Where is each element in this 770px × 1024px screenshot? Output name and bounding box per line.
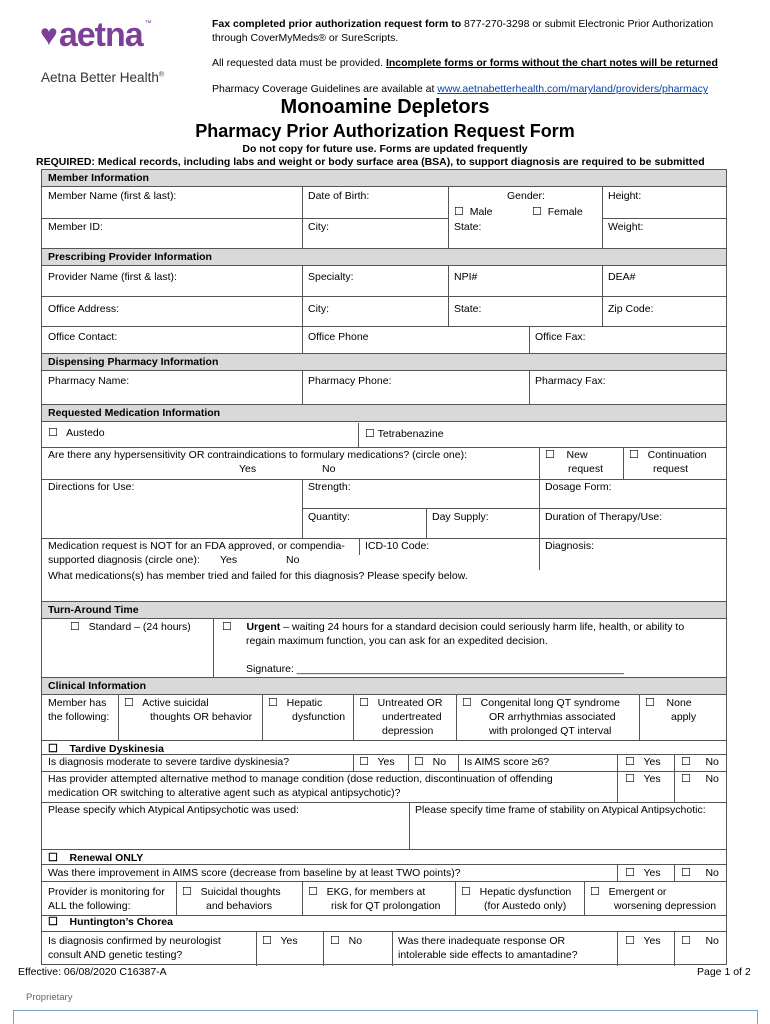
section-tardive-dyskinesia[interactable]: ☐ Tardive Dyskinesia bbox=[42, 740, 726, 757]
none-apply-checkbox[interactable]: ☐ None bbox=[645, 697, 692, 709]
severity-no-checkbox[interactable]: ☐ No bbox=[414, 756, 447, 768]
guidelines-link[interactable]: www.aetnabetterhealth.com/maryland/providers/pharmacy bbox=[437, 83, 709, 95]
improvement-no-checkbox[interactable]: ☐ No bbox=[681, 867, 719, 879]
stability-timeframe-field[interactable]: Please specify time frame of stability on Atypical Antipsychotic: bbox=[415, 804, 706, 816]
checkbox-icon: ☐ bbox=[461, 886, 471, 898]
checkbox-icon: ☐ bbox=[590, 886, 600, 898]
hypersensitivity-yes[interactable]: Yes bbox=[239, 463, 257, 475]
section-dispensing-pharmacy: Dispensing Pharmacy Information bbox=[42, 353, 726, 371]
alternative-method-question: Has provider attempted alternative method to manage condition (dose reduction, discontinuation of offending bbox=[48, 773, 553, 785]
aetna-logo: ♥ aetna ™ bbox=[40, 16, 151, 54]
provider-name-field[interactable]: Provider Name (first & last): bbox=[48, 271, 177, 283]
required-records-note: REQUIRED: Medical records, including labs and weight or body surface area (BSA), to support diagnosis are required to be submitted bbox=[36, 156, 705, 168]
signature-field[interactable]: Signature: ________________________________________________________ bbox=[246, 663, 624, 675]
proprietary-label: Proprietary bbox=[26, 992, 73, 1003]
provider-state-field[interactable]: State: bbox=[454, 303, 482, 315]
checkbox-icon: ☐ bbox=[48, 852, 58, 864]
neurologist-yes-checkbox[interactable]: ☐ Yes bbox=[262, 935, 298, 947]
improvement-yes-checkbox[interactable]: ☐ Yes bbox=[625, 867, 661, 879]
male-checkbox[interactable]: ☐ Male bbox=[454, 206, 493, 218]
guidelines-note: Pharmacy Coverage Guidelines are available at www.aetnabetterhealth.com/maryland/providers/pharmacy bbox=[212, 83, 709, 95]
fda-yes[interactable]: Yes bbox=[220, 554, 238, 566]
aims-no-checkbox[interactable]: ☐ No bbox=[681, 756, 719, 768]
checkbox-icon: ☐ bbox=[545, 449, 555, 461]
icd10-field[interactable]: ICD-10 Code: bbox=[365, 540, 430, 552]
congenital-qt-checkbox[interactable]: ☐ Congenital long QT syndrome bbox=[462, 697, 620, 709]
directions-field[interactable]: Directions for Use: bbox=[48, 481, 135, 493]
checkbox-icon: ☐ bbox=[532, 206, 542, 218]
alternative-no-checkbox[interactable]: ☐ No bbox=[681, 773, 719, 785]
neurologist-no-checkbox[interactable]: ☐ No bbox=[330, 935, 363, 947]
tardive-severity-question: Is diagnosis moderate to severe tardive dyskinesia? bbox=[48, 756, 290, 768]
section-turn-around-time: Turn-Around Time bbox=[42, 601, 726, 619]
required-data-note: All requested data must be provided. Incomplete forms or forms without the chart notes will be returned bbox=[212, 57, 718, 69]
austedo-checkbox[interactable]: ☐ Austedo bbox=[48, 427, 105, 439]
checkbox-icon: ☐ bbox=[70, 621, 80, 633]
office-address-field[interactable]: Office Address: bbox=[48, 303, 120, 315]
member-name-field[interactable]: Member Name (first & last): bbox=[48, 190, 177, 202]
pharmacy-fax-field[interactable]: Pharmacy Fax: bbox=[535, 375, 606, 387]
section-member-information: Member Information bbox=[42, 169, 726, 187]
page-number: Page 1 of 2 bbox=[697, 966, 751, 978]
severity-yes-checkbox[interactable]: ☐ Yes bbox=[359, 756, 395, 768]
height-field[interactable]: Height: bbox=[608, 190, 642, 202]
alternative-yes-checkbox[interactable]: ☐ Yes bbox=[625, 773, 661, 785]
checkbox-icon: ☐ bbox=[365, 428, 375, 440]
form-subtitle: Pharmacy Prior Authorization Request Form bbox=[195, 121, 575, 141]
hepatic-checkbox[interactable]: ☐ Hepatic bbox=[268, 697, 323, 709]
duration-field[interactable]: Duration of Therapy/Use: bbox=[545, 511, 663, 523]
neurologist-question: Is diagnosis confirmed by neurologist bbox=[48, 935, 221, 947]
suicidal-thoughts-checkbox[interactable]: ☐ Suicidal thoughts bbox=[182, 886, 281, 898]
checkbox-icon: ☐ bbox=[454, 206, 464, 218]
ekg-checkbox[interactable]: ☐ EKG, for members at bbox=[308, 886, 426, 898]
checkbox-icon: ☐ bbox=[222, 621, 232, 633]
form-title: Monoamine Depletors bbox=[280, 96, 490, 118]
heart-icon: ♥ bbox=[40, 18, 57, 52]
amantadine-question: Was there inadequate response OR bbox=[398, 935, 566, 947]
fda-no[interactable]: No bbox=[286, 554, 300, 566]
office-contact-field[interactable]: Office Contact: bbox=[48, 331, 118, 343]
new-request-checkbox[interactable]: ☐ New bbox=[545, 449, 588, 461]
antipsychotic-used-field[interactable]: Please specify which Atypical Antipsychotic was used: bbox=[48, 804, 299, 816]
amantadine-yes-checkbox[interactable]: ☐ Yes bbox=[625, 935, 661, 947]
checkbox-icon: ☐ bbox=[48, 916, 58, 928]
female-checkbox[interactable]: ☐ Female bbox=[532, 206, 583, 218]
hypersensitivity-no[interactable]: No bbox=[322, 463, 336, 475]
checkbox-icon: ☐ bbox=[629, 449, 639, 461]
checkbox-icon: ☐ bbox=[124, 697, 134, 709]
office-phone-field[interactable]: Office Phone bbox=[308, 331, 369, 343]
prior-authorization-form: Member Information Member Name (first & last): Date of Birth: Gender: ☐ Male ☐ Female Height: Member ID: City: State: Weight: Prescribing Provider Information Provider Name (first & last): Specialty: NPI# DEA# Office Address: City: State: Zip Code: Office Contact: Office Phone Office Fax: Dispensing Pharmacy Information Pharmacy Name: Pharmacy Phone: Pharmacy Fax: Requested Medication Information ☐ Austedo ☐ Tetrabenazine Are there any hypersensitivity OR contraindications to formulary medications? (circle one): Yes No ☐ New request ☐ Continuation request Directions for Use: Strength: Dosage Form: Quantity: Day Supply: Duration of Therapy/Use: Medication request is NOT for an FDA approved, or compendia- supported diagnosis (circle one): Yes No ICD-10 Code: Diagnosis: What medications(s) has member tried and failed for this diagnosis? Please specify below. Turn-Around Time ☐ Standard – (24 hours) ☐ Urgent – waiting 24 hours for a standard decision could seriously harm life, health, or ability to regain maximum function, you can ask for an expedited decision. Signature: ________________________________________________________ Clinical Information Member has the following: ☐ Active suicidal thoughts OR behavior ☐ Hepatic dysfunction ☐ Untreated OR undertreated depression ☐ Congenital long QT syndrome OR arrhythmias associated with prolonged QT interval ☐ None apply ☐ Tardive Dyskinesia Is diagnosis moderate to severe tardive dyskinesia? ☐ Yes ☐ No Is AIMS score ≥6? ☐ Yes ☐ No Has provider attempted alternative method to manage condition (dose reduction, discontinuation of offending medication OR switching to alterative agent such as atypical antipsychotic)? ☐ Yes ☐ No Please specify which Atypical Antipsychotic was used: Please specify time frame of stability on Atypical Antipsychotic: ☐ Renewal ONLY Was there improvement in AIMS score (decrease from baseline by at least TWO points)? ☐ Yes ☐ No Provider is monitoring for ALL the following: ☐ Suicidal thoughts and behaviors ☐ EKG, for members at risk for QT prolongation ☐ Hepatic dysfunction (for Austedo only) ☐ Emergent or worsening depression ☐ Huntington’s Chorea Is diagnosis confirmed by neurologist consult AND genetic testing? ☐ Yes ☐ No Was there inadequate response OR intolerable side effects to amantadine? ☐ Yes ☐ No bbox=[41, 169, 727, 965]
standard-checkbox[interactable]: ☐ Standard – (24 hours) bbox=[70, 621, 191, 633]
pharmacy-phone-field[interactable]: Pharmacy Phone: bbox=[308, 375, 392, 387]
diagnosis-field[interactable]: Diagnosis: bbox=[545, 540, 595, 552]
pharmacy-name-field[interactable]: Pharmacy Name: bbox=[48, 375, 130, 387]
gender-label: Gender: bbox=[507, 190, 545, 202]
dosage-form-field[interactable]: Dosage Form: bbox=[545, 481, 612, 493]
specialty-field[interactable]: Specialty: bbox=[308, 271, 354, 283]
section-requested-medication: Requested Medication Information bbox=[42, 404, 726, 422]
checkbox-icon: ☐ bbox=[359, 697, 369, 709]
fax-instructions: Fax completed prior authorization request form to 877-270-3298 or submit Electronic Prior Authorization through CoverMyMeds® or SureScripts. bbox=[212, 18, 714, 44]
effective-date: Effective: 06/08/2020 C16387-A bbox=[18, 966, 167, 978]
fda-approval-question: Medication request is NOT for an FDA approved, or compendia- bbox=[48, 540, 345, 552]
untreated-depression-checkbox[interactable]: ☐ Untreated OR bbox=[359, 697, 443, 709]
hypersensitivity-question: Are there any hypersensitivity OR contraindications to formulary medications? (circle one): bbox=[48, 449, 468, 461]
checkbox-icon: ☐ bbox=[645, 697, 655, 709]
day-supply-field[interactable]: Day Supply: bbox=[432, 511, 489, 523]
provider-city-field[interactable]: City: bbox=[308, 303, 329, 315]
dea-field[interactable]: DEA# bbox=[608, 271, 636, 283]
section-huntingtons-chorea[interactable]: ☐ Huntington’s Chorea bbox=[48, 916, 173, 928]
member-state-field[interactable]: State: bbox=[454, 221, 482, 233]
aims-yes-checkbox[interactable]: ☐ Yes bbox=[625, 756, 661, 768]
next-page-edge bbox=[13, 1010, 758, 1024]
weight-field[interactable]: Weight: bbox=[608, 221, 644, 233]
section-clinical-information: Clinical Information bbox=[42, 677, 726, 695]
checkbox-icon: ☐ bbox=[462, 697, 472, 709]
member-city-field[interactable]: City: bbox=[308, 221, 329, 233]
quantity-field[interactable]: Quantity: bbox=[308, 511, 351, 523]
aims-question: Is AIMS score ≥6? bbox=[464, 756, 550, 768]
date-of-birth-field[interactable]: Date of Birth: bbox=[308, 190, 370, 202]
section-renewal-only[interactable]: ☐ Renewal ONLY bbox=[42, 849, 726, 866]
member-id-field[interactable]: Member ID: bbox=[48, 221, 103, 233]
amantadine-no-checkbox[interactable]: ☐ No bbox=[681, 935, 719, 947]
checkbox-icon: ☐ bbox=[308, 886, 318, 898]
continuation-request-checkbox[interactable]: ☐ Continuation bbox=[629, 449, 707, 461]
office-fax-field[interactable]: Office Fax: bbox=[535, 331, 586, 343]
aetna-better-health-label: Aetna Better Health® bbox=[41, 70, 164, 85]
strength-field[interactable]: Strength: bbox=[308, 481, 351, 493]
zip-code-field[interactable]: Zip Code: bbox=[608, 303, 654, 315]
checkbox-icon: ☐ bbox=[48, 743, 58, 755]
checkbox-icon: ☐ bbox=[48, 427, 58, 439]
section-prescribing-provider: Prescribing Provider Information bbox=[42, 248, 726, 266]
checkbox-icon: ☐ bbox=[268, 697, 278, 709]
checkbox-icon: ☐ bbox=[182, 886, 192, 898]
active-suicidal-checkbox[interactable]: ☐ Active suicidal bbox=[124, 697, 209, 709]
aims-improvement-question: Was there improvement in AIMS score (decrease from baseline by at least TWO points)? bbox=[48, 867, 461, 879]
tried-failed-question[interactable]: What medications(s) has member tried and failed for this diagnosis? Please specify below. bbox=[48, 570, 468, 582]
tetrabenazine-checkbox[interactable]: ☐ Tetrabenazine bbox=[365, 428, 444, 440]
copy-note: Do not copy for future use. Forms are updated frequently bbox=[242, 143, 528, 155]
emergent-depression-checkbox[interactable]: ☐ Emergent or bbox=[590, 886, 667, 898]
urgent-checkbox[interactable]: ☐ Urgent – waiting 24 hours for a standard decision could seriously harm life, health, or ability to bbox=[222, 621, 685, 633]
hepatic-dysfunction-checkbox[interactable]: ☐ Hepatic dysfunction bbox=[461, 886, 572, 898]
npi-field[interactable]: NPI# bbox=[454, 271, 478, 283]
